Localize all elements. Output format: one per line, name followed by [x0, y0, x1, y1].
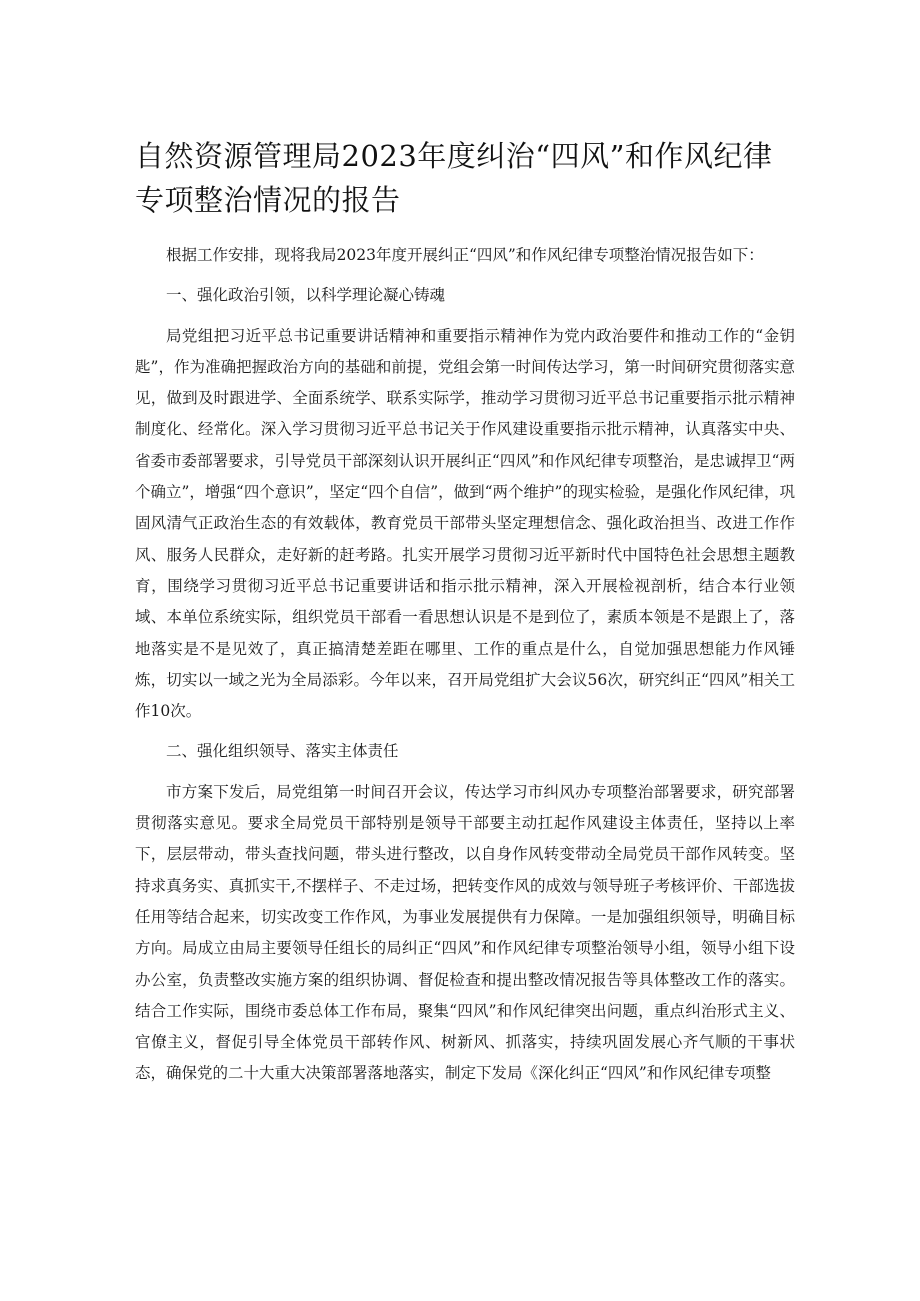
- body-paragraph-1: 局党组把习近平总书记重要讲话精神和重要指示精神作为党内政治要件和推动工作的“金钥匙”，作为准确把握政治方向的基础和前提，党组会第一时间传达学习，第一时间研究贯彻落实意见，做到及时跟进学、全面系统学、联系实际学，推动学习贯彻习近平总书记重要指示批示精神制度化、经常化。深入学习贯彻习近平总书记关于作风建设重要指示批示精神，认真落实中央、省委市委部署要求，引导党员干部深刻认识开展纠正“四风”和作风纪律专项整治，是忠诚捍卫“两个确立”，增强“四个意识”，坚定“四个自信”，做到“两个维护”的现实检验，是强化作风纪律，巩固风清气正政治生态的有效载体，教育党员干部带头坚定理想信念、强化政治担当、改进工作作风、服务人民群众，走好新的赶考路。扎实开展学习贯彻习近平新时代中国特色社会思想主题教育，围绕学习贯彻习近平总书记重要讲话和指示批示精神，深入开展检视剖析，结合本行业领域、本单位系统实际，组织党员干部看一看思想认识是不是到位了，素质本领是不是跟上了，落地落实是不是见效了，真正搞清楚差距在哪里、工作的重点是什么，自觉加强思想能力作风锤炼，切实以一域之光为全局添彩。今年以来，召开局党组扩大会议56次，研究纠正“四风”相关工作10次。: [135, 326, 795, 721]
- section-heading-2: 二、强化组织领导、落实主体责任: [166, 742, 399, 761]
- body-paragraph-2: 市方案下发后，局党组第一时间召开会议，传达学习市纠风办专项整治部署要求，研究部署贯彻落实意见。要求全局党员干部特别是领导干部要主动扛起作风建设主体责任，坚持以上率下，层层带动，带头查找问题，带头进行整改，以自身作风转变带动全局党员干部作风转变。坚持求真务实、真抓实干,不摆样子、不走过场，把转变作风的成效与领导班子考核评价、干部选拔任用等结合起来，切实改变工作作风，为事业发展提供有力保障。一是加强组织领导，明确目标方向。局成立由局主要领导任组长的局纠正“四风”和作风纪律专项整治领导小组，领导小组下设办公室，负责整改实施方案的组织协调、督促检查和提出整改情况报告等具体整改工作的落实。结合工作实际，围绕市委总体工作布局，聚集“四风”和作风纪律突出问题，重点纠治形式主义、官僚主义，督促引导全体党员干部转作风、树新风、抓落实，持续巩固发展心齐气顺的干事状态，确保党的二十大重大决策部署落地落实，制定下发局《深化纠正“四风”和作风纪律专项整: [135, 782, 795, 1083]
- document-body: [135, 240, 795, 1099]
- intro-paragraph: 根据工作安排，现将我局2023年度开展纠正“四风”和作风纪律专项整治情况报告如下：: [166, 246, 764, 264]
- section-heading-1: 一、强化政治引领，以科学理论凝心铸魂: [166, 286, 446, 305]
- document-title: 自然资源管理局2023年度纠治“四风”和作风纪律专项整治情况的报告: [135, 139, 773, 217]
